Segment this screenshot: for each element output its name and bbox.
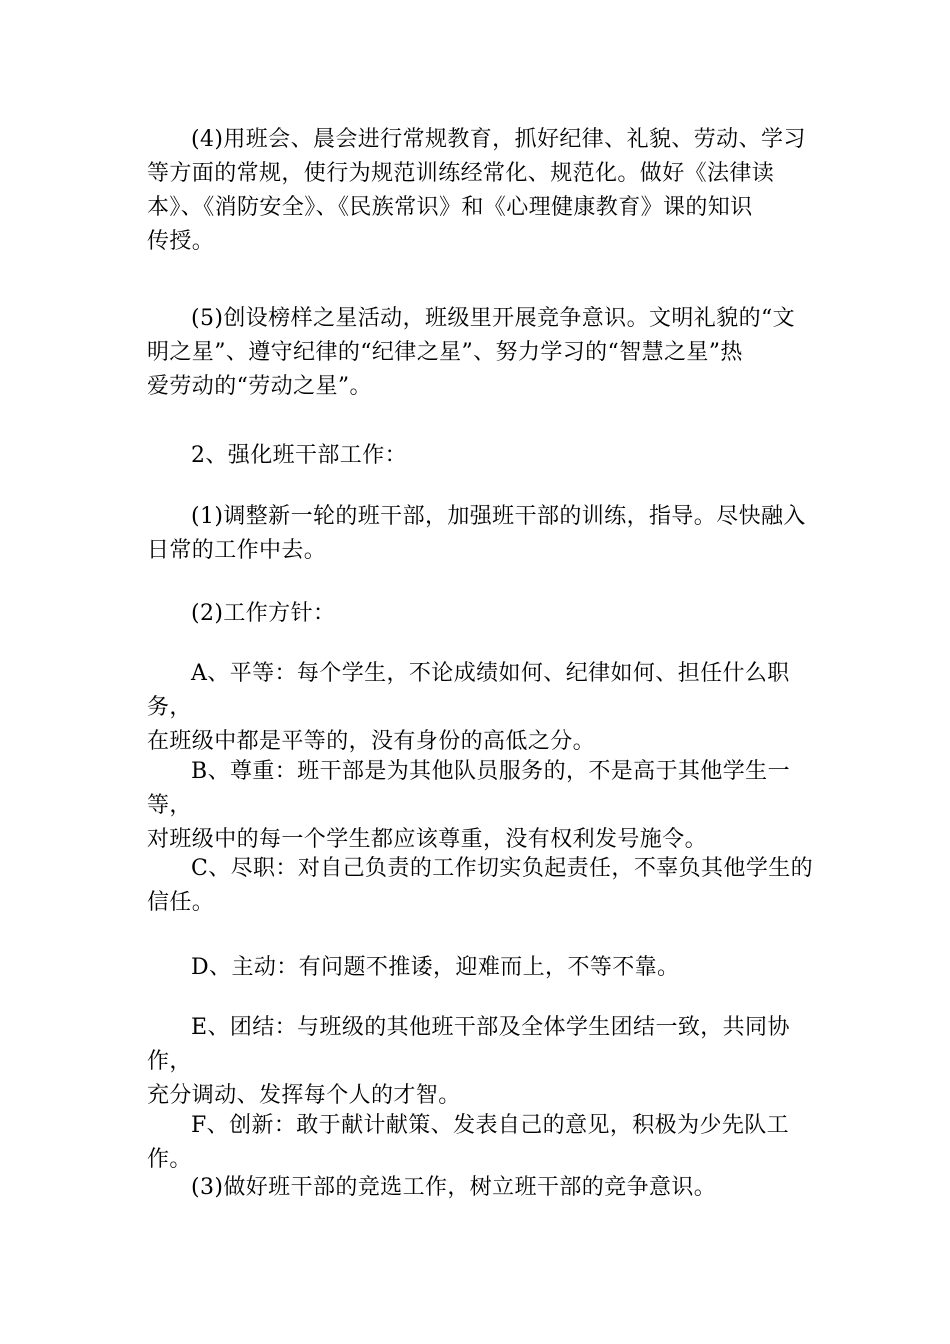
text-line: 明之星”、遵守纪律的“纪律之星”、努力学习的“智慧之星”热 [147, 340, 743, 365]
paragraph-role-model-stars [147, 302, 819, 404]
text-line: (4)用班会、晨会进行常规教育，抓好纪律、礼貌、劳动、学习 [191, 127, 806, 152]
paragraph-respect [147, 755, 819, 857]
paragraph-election [147, 1171, 819, 1205]
paragraph-initiative [147, 951, 819, 985]
text-line: 在班级中都是平等的，没有身份的高低之分。 [147, 729, 596, 754]
text-line: 爱劳动的“劳动之星”。 [147, 374, 372, 399]
text-line: F、创新：敢于献计献策、发表自己的意见，积极为少先队工作。 [147, 1113, 790, 1172]
paragraph-equality [147, 657, 819, 759]
text-line: 2、强化班干部工作： [191, 443, 407, 468]
text-line: (1)调整新一轮的班干部，加强班干部的训练，指导。尽快融入 [191, 504, 806, 529]
paragraph-work-policy [147, 597, 819, 631]
text-line: 等方面的常规，使行为规范训练经常化、规范化。做好《法律读 [147, 161, 775, 186]
text-line: 充分调动、发挥每个人的才智。 [147, 1083, 461, 1108]
text-line: A、平等：每个学生，不论成绩如何、纪律如何、担任什么职务， [147, 661, 790, 720]
text-line: 对班级中的每一个学生都应该尊重，没有权利发号施令。 [147, 827, 708, 852]
section-heading-class-cadres [147, 439, 819, 473]
text-line: (2)工作方针： [191, 601, 336, 626]
paragraph-duty [147, 852, 819, 920]
paragraph-unity [147, 1011, 819, 1113]
text-line: 本》、《消防安全》、《民族常识》和《心理健康教育》课的知识 [147, 195, 753, 220]
text-line: (5)创设榜样之星活动，班级里开展竞争意识。文明礼貌的“文 [191, 306, 796, 331]
text-line: E、团结：与班级的其他班干部及全体学生团结一致，共同协作， [147, 1015, 790, 1074]
text-line: 传授。 [147, 229, 215, 254]
paragraph-routine-education [147, 123, 819, 259]
text-line: (3)做好班干部的竞选工作，树立班干部的竞争意识。 [191, 1175, 717, 1200]
paragraph-innovation [147, 1109, 819, 1177]
text-line: 信任。 [147, 890, 215, 915]
paragraph-adjust-cadres [147, 500, 819, 568]
text-line: C、尽职：对自己负责的工作切实负起责任，不辜负其他学生的 [191, 856, 814, 881]
text-line: D、主动：有问题不推诿，迎难而上，不等不靠。 [191, 955, 680, 980]
text-line: B、尊重：班干部是为其他队员服务的，不是高于其他学生一等， [147, 759, 790, 818]
text-line: 日常的工作中去。 [147, 538, 327, 563]
